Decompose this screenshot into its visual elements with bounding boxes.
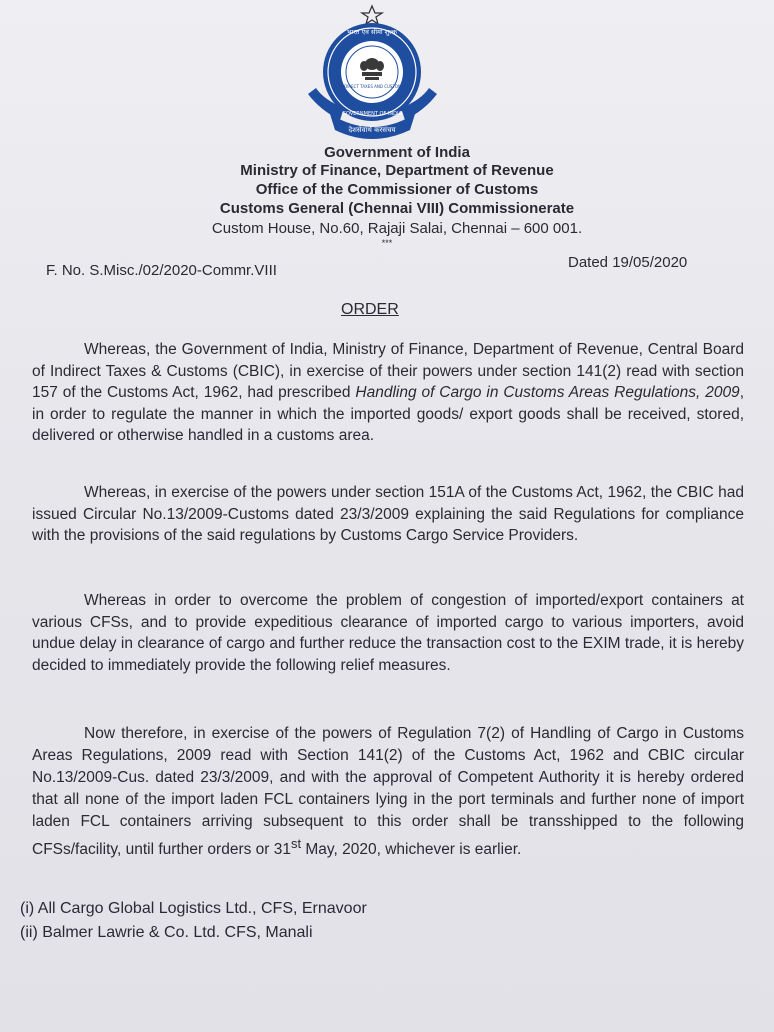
paragraph-3 [32,590,744,676]
date-line: Dated 19/05/2020 [568,254,688,271]
paragraph-2-text: Whereas, in exercise of the powers under section 151A of the Customs Act, 1962, the CBIC had issued Circular No.13/2009-Customs dated 23/3/2009 explaining the said Regulations for compliance with the provisions of the said regulations by Customs Cargo Service Providers. [32,484,744,544]
paragraph-1 [32,339,744,447]
emblem-bottom-text: GOVERNMENT OF INDIA [342,111,402,117]
header-government: Government of India [324,144,470,161]
paragraph-4-text-b: May, 2020, whichever is earlier. [301,841,522,859]
paragraph-2 [32,482,744,547]
paragraph-1-text-b: , in order to regulate the manner in which the imported goods/ export goods shall be received, stored, delivered or otherwise handled in a customs area. [32,384,744,444]
file-number: F. No. S.Misc./02/2020-Commr.VIII [46,262,277,279]
header-office: Office of the Commissioner of Customs [255,181,539,198]
order-title: ORDER [341,301,399,318]
header-stars: *** [381,238,393,248]
paragraph-4-superscript: st [291,836,302,851]
paragraph-4-text-a: Now therefore, in exercise of the powers of Regulation 7(2) of Handling of Cargo in Customs Areas Regulations, 2009 read with Section 141(2) of the Customs Act, 1962 and CBIC circular No.13/2009-Cus. dated 23/3/2009, and with the approval of Competent Authority it is hereby ordered that all none of the import laden FCL containers lying in the port terminals and further none of import laden FCL containers arriving subsequent to this order shall be transshipped to the following CFSs/facility, until further orders or 31 [32,725,744,859]
paragraph-1-italic: Handling of Cargo in Customs Areas Regulations, 2009 [355,384,740,401]
header-ministry: Ministry of Finance, Department of Revenue [240,162,554,179]
paragraph-1-text-a: Whereas, the Government of India, Ministry of Finance, Department of Revenue, Central Board of Indirect Taxes & Customs (CBIC), in exercise of their powers under section 141(2) read with section 157 of the Customs Act, 1962, had prescribed [32,341,744,401]
header-commissionerate: Customs General (Chennai VIII) Commissionerate [219,200,575,217]
emblem-top-text: भारत एवं सीमा शुल्क [346,28,398,36]
paragraph-3-text: Whereas in order to overcome the problem of congestion of imported/export containers at various CFSs, and to provide expeditious clearance of imported cargo to various importers, avoid undue delay in clearance of cargo and further reduce the transaction cost to the EXIM trade, it is hereby decided to immediately provide the following relief measures. [32,592,744,674]
header-address: Custom House, No.60, Rajaji Salai, Chennai – 600 001. [211,220,583,237]
list-item-2: (ii) Balmer Lawrie & Co. Ltd. CFS, Manali [20,924,313,941]
paragraph-4 [32,723,744,861]
cbic-emblem-icon [300,2,445,144]
emblem-caption: INDIRECT TAXES AND CUSTOMS [339,84,405,89]
emblem-ribbon-text: देशसेवार्थ करसंचय [348,126,396,134]
list-item-1: (i) All Cargo Global Logistics Ltd., CFS, Ernavoor [20,900,367,917]
